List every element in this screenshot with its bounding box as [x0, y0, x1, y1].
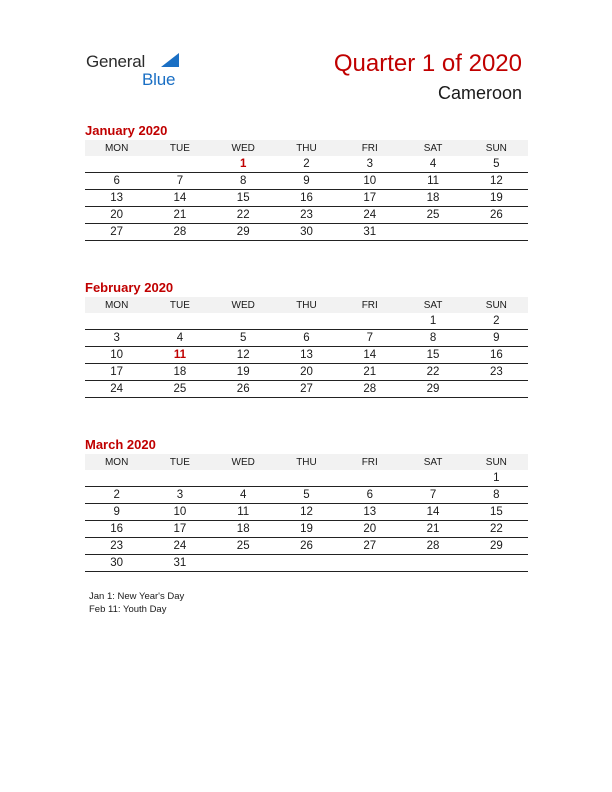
empty-day-cell	[275, 470, 338, 487]
empty-day-cell	[465, 224, 528, 241]
month-calendar	[85, 279, 528, 398]
week-row	[85, 190, 528, 207]
day-cell: 11	[212, 504, 275, 521]
day-cell: 5	[275, 487, 338, 504]
week-row	[85, 504, 528, 521]
day-cell: 29	[212, 224, 275, 241]
day-cell: 18	[212, 521, 275, 538]
week-row	[85, 364, 528, 381]
empty-day-cell	[338, 313, 401, 330]
day-cell: 23	[275, 207, 338, 224]
day-cell: 27	[85, 224, 148, 241]
weekday-header: MON	[85, 297, 148, 313]
day-cell: 19	[212, 364, 275, 381]
day-cell: 10	[85, 347, 148, 364]
day-cell: 6	[338, 487, 401, 504]
day-cell: 18	[401, 190, 464, 207]
day-cell: 7	[401, 487, 464, 504]
weekday-header: FRI	[338, 297, 401, 313]
week-row	[85, 555, 528, 572]
day-cell: 17	[85, 364, 148, 381]
weekday-header: THU	[275, 297, 338, 313]
day-cell: 22	[465, 521, 528, 538]
holiday-note: Jan 1: New Year's Day	[89, 591, 185, 602]
empty-day-cell	[148, 156, 211, 173]
day-cell: 29	[465, 538, 528, 555]
day-cell: 12	[212, 347, 275, 364]
general-blue-logo	[86, 50, 196, 90]
day-cell: 5	[465, 156, 528, 173]
week-row	[85, 521, 528, 538]
month-title: January 2020	[85, 123, 168, 138]
weekday-header-row	[85, 140, 528, 156]
day-cell: 17	[338, 190, 401, 207]
holiday-notes	[89, 590, 184, 616]
month-grid	[85, 454, 528, 572]
month-grid	[85, 140, 528, 241]
holiday-note: Feb 11: Youth Day	[89, 604, 167, 615]
weekday-header: WED	[212, 297, 275, 313]
weekday-header: MON	[85, 140, 148, 156]
day-cell: 8	[212, 173, 275, 190]
day-cell: 7	[338, 330, 401, 347]
week-row	[85, 381, 528, 398]
weekday-header: TUE	[148, 140, 211, 156]
week-row	[85, 156, 528, 173]
empty-day-cell	[338, 470, 401, 487]
weekday-header: SAT	[401, 454, 464, 470]
day-cell: 3	[148, 487, 211, 504]
weekday-header: SAT	[401, 140, 464, 156]
day-cell: 16	[85, 521, 148, 538]
day-cell: 22	[401, 364, 464, 381]
day-cell: 24	[85, 381, 148, 398]
day-cell: 15	[401, 347, 464, 364]
day-cell: 4	[212, 487, 275, 504]
day-cell: 12	[465, 173, 528, 190]
week-row	[85, 173, 528, 190]
empty-day-cell	[148, 470, 211, 487]
empty-day-cell	[212, 313, 275, 330]
holiday-day-cell: 11	[148, 347, 211, 364]
day-cell: 1	[401, 313, 464, 330]
day-cell: 3	[338, 156, 401, 173]
month-calendar	[85, 122, 528, 241]
day-cell: 2	[275, 156, 338, 173]
weekday-header: THU	[275, 140, 338, 156]
day-cell: 26	[275, 538, 338, 555]
day-cell: 15	[465, 504, 528, 521]
weekday-header: THU	[275, 454, 338, 470]
weekday-header: FRI	[338, 454, 401, 470]
empty-day-cell	[212, 470, 275, 487]
day-cell: 8	[465, 487, 528, 504]
empty-day-cell	[465, 381, 528, 398]
week-row	[85, 330, 528, 347]
day-cell: 26	[465, 207, 528, 224]
day-cell: 31	[338, 224, 401, 241]
day-cell: 10	[338, 173, 401, 190]
month-calendar	[85, 436, 528, 572]
empty-day-cell	[85, 313, 148, 330]
day-cell: 18	[148, 364, 211, 381]
day-cell: 13	[338, 504, 401, 521]
weekday-header-row	[85, 454, 528, 470]
empty-day-cell	[401, 555, 464, 572]
month-title: March 2020	[85, 437, 156, 452]
week-row	[85, 470, 528, 487]
day-cell: 28	[401, 538, 464, 555]
day-cell: 3	[85, 330, 148, 347]
day-cell: 5	[212, 330, 275, 347]
day-cell: 6	[85, 173, 148, 190]
day-cell: 30	[275, 224, 338, 241]
day-cell: 21	[148, 207, 211, 224]
day-cell: 23	[85, 538, 148, 555]
week-row	[85, 224, 528, 241]
day-cell: 24	[338, 207, 401, 224]
empty-day-cell	[338, 555, 401, 572]
empty-day-cell	[465, 555, 528, 572]
week-row	[85, 207, 528, 224]
weekday-header: FRI	[338, 140, 401, 156]
day-cell: 9	[275, 173, 338, 190]
weekday-header-row	[85, 297, 528, 313]
empty-day-cell	[85, 470, 148, 487]
day-cell: 27	[275, 381, 338, 398]
weekday-header: TUE	[148, 297, 211, 313]
empty-day-cell	[275, 313, 338, 330]
day-cell: 15	[212, 190, 275, 207]
day-cell: 29	[401, 381, 464, 398]
day-cell: 19	[465, 190, 528, 207]
day-cell: 9	[85, 504, 148, 521]
empty-day-cell	[401, 224, 464, 241]
day-cell: 25	[401, 207, 464, 224]
day-cell: 16	[465, 347, 528, 364]
empty-day-cell	[148, 313, 211, 330]
weekday-header: SUN	[465, 140, 528, 156]
day-cell: 25	[212, 538, 275, 555]
weekday-header: WED	[212, 454, 275, 470]
day-cell: 26	[212, 381, 275, 398]
day-cell: 23	[465, 364, 528, 381]
day-cell: 6	[275, 330, 338, 347]
country-name: Cameroon	[437, 83, 522, 103]
day-cell: 20	[85, 207, 148, 224]
week-row	[85, 538, 528, 555]
day-cell: 2	[85, 487, 148, 504]
day-cell: 2	[465, 313, 528, 330]
day-cell: 16	[275, 190, 338, 207]
holiday-day-cell: 1	[212, 156, 275, 173]
day-cell: 20	[338, 521, 401, 538]
day-cell: 28	[148, 224, 211, 241]
month-title: February 2020	[85, 280, 174, 295]
weekday-header: WED	[212, 140, 275, 156]
page-title: Quarter 1 of 2020	[333, 50, 522, 77]
day-cell: 10	[148, 504, 211, 521]
day-cell: 9	[465, 330, 528, 347]
day-cell: 14	[338, 347, 401, 364]
day-cell: 1	[465, 470, 528, 487]
weekday-header: SUN	[465, 454, 528, 470]
day-cell: 24	[148, 538, 211, 555]
day-cell: 12	[275, 504, 338, 521]
empty-day-cell	[212, 555, 275, 572]
day-cell: 7	[148, 173, 211, 190]
day-cell: 17	[148, 521, 211, 538]
weekday-header: MON	[85, 454, 148, 470]
logo-text-blue: Blue	[142, 70, 176, 89]
logo-triangle-icon	[161, 53, 179, 67]
weekday-header: SAT	[401, 297, 464, 313]
day-cell: 21	[338, 364, 401, 381]
logo-text-general: General	[86, 52, 146, 71]
month-grid	[85, 297, 528, 398]
empty-day-cell	[401, 470, 464, 487]
day-cell: 4	[148, 330, 211, 347]
week-row	[85, 487, 528, 504]
day-cell: 14	[148, 190, 211, 207]
empty-day-cell	[85, 156, 148, 173]
weekday-header: SUN	[465, 297, 528, 313]
day-cell: 30	[85, 555, 148, 572]
day-cell: 11	[401, 173, 464, 190]
week-row	[85, 313, 528, 330]
empty-day-cell	[275, 555, 338, 572]
weekday-header: TUE	[148, 454, 211, 470]
day-cell: 8	[401, 330, 464, 347]
day-cell: 25	[148, 381, 211, 398]
day-cell: 21	[401, 521, 464, 538]
day-cell: 13	[275, 347, 338, 364]
week-row	[85, 347, 528, 364]
day-cell: 22	[212, 207, 275, 224]
day-cell: 28	[338, 381, 401, 398]
day-cell: 13	[85, 190, 148, 207]
day-cell: 19	[275, 521, 338, 538]
day-cell: 14	[401, 504, 464, 521]
day-cell: 4	[401, 156, 464, 173]
day-cell: 27	[338, 538, 401, 555]
day-cell: 31	[148, 555, 211, 572]
day-cell: 20	[275, 364, 338, 381]
